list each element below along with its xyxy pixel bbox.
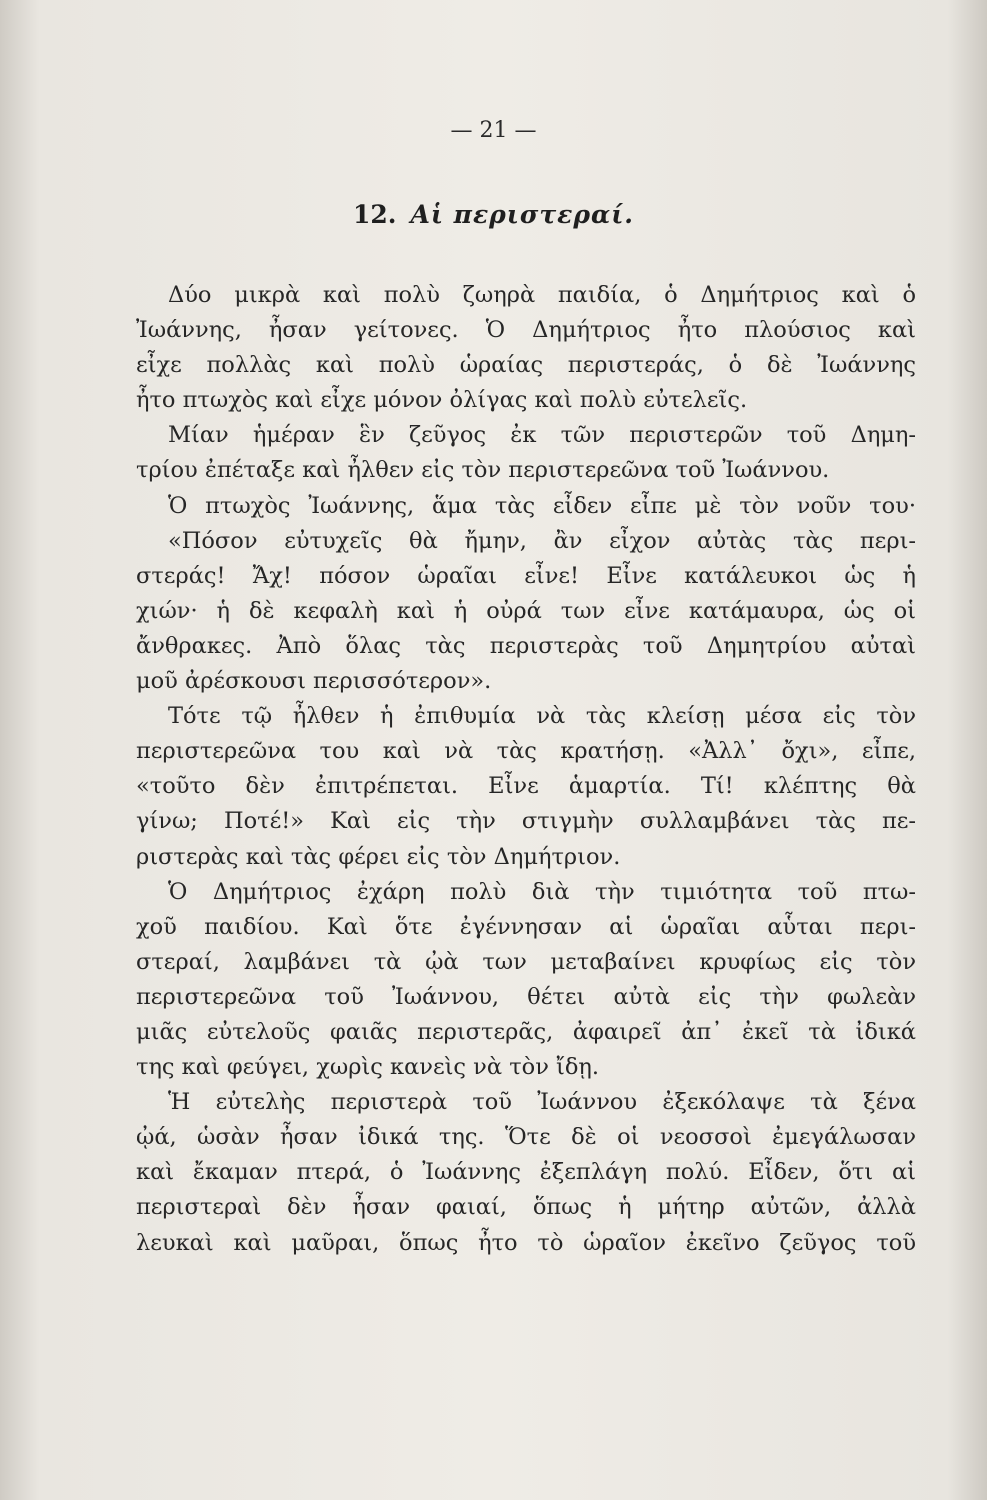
text-line: Ἰωάννης, ἦσαν γείτονες. Ὁ Δημήτριος ἦτο πλούσιος καὶ: [136, 317, 916, 344]
text-line: στεραί, λαμβάνει τὰ ᾠὰ των μεταβαίνει κρυφίως εἰς τὸν: [136, 948, 916, 975]
text-line: μοῦ ἀρέσκουσι περισσότερον».: [136, 668, 492, 695]
text-line: ἦτο πτωχὸς καὶ εἶχε μόνον ὀλίγας καὶ πολὺ εὐτελεῖς.: [136, 387, 748, 414]
text-line: ἄνθρακες. Ἀπὸ ὅλας τὰς περιστερὰς τοῦ Δημητρίου αὐταὶ: [136, 632, 916, 659]
body-text: [136, 278, 916, 1261]
text-line: «τοῦτο δὲν ἐπιτρέπεται. Εἶνε ἁμαρτία. Τί! κλέπτης θὰ: [136, 773, 916, 800]
text-line: ᾠά, ὡσὰν ἦσαν ἰδικά της. Ὅτε δὲ οἱ νεοσσοὶ ἐμεγάλωσαν: [136, 1124, 916, 1151]
text-line: Δύο μικρὰ καὶ πολὺ ζωηρὰ παιδία, ὁ Δημήτριος καὶ ὁ: [168, 282, 916, 308]
text-line: της καὶ φεύγει, χωρὶς κανεὶς νὰ τὸν ἴδῃ.: [136, 1054, 600, 1081]
text-line: Ὁ πτωχὸς Ἰωάννης, ἅμα τὰς εἶδεν εἶπε μὲ τὸν νοῦν του·: [168, 492, 916, 519]
text-line: «Πόσον εὐτυχεῖς θὰ ἤμην, ἂν εἶχον αὐτὰς τὰς περι-: [168, 527, 916, 554]
text-line: μιᾶς εὐτελοῦς φαιᾶς περιστερᾶς, ἀφαιρεῖ ἀπ᾽ ἐκεῖ τὰ ἰδικά: [136, 1018, 916, 1045]
text-line: λευκαὶ καὶ μαῦραι, ὅπως ἦτο τὸ ὡραῖον ἐκεῖνο ζεῦγος τοῦ: [136, 1229, 916, 1256]
text-line: περιστεραὶ δὲν ἦσαν φαιαί, ὅπως ἡ μήτηρ αὐτῶν, ἀλλὰ: [136, 1194, 916, 1221]
text-line: στεράς! Ἄχ! πόσον ὡραῖαι εἶνε! Εἶνε κατάλευκοι ὡς ἡ: [136, 562, 916, 589]
text-line: χοῦ παιδίου. Καὶ ὅτε ἐγέννησαν αἱ ὡραῖαι αὗται περι-: [136, 913, 916, 940]
text-line: Τότε τῷ ἦλθεν ἡ ἐπιθυμία νὰ τὰς κλείσῃ μέσα εἰς τὸν: [168, 703, 916, 730]
chapter-title: Αἱ περιστεραί.: [410, 200, 635, 229]
text-line: Ὁ Δημήτριος ἐχάρη πολὺ διὰ τὴν τιμιότητα τοῦ πτω-: [168, 878, 916, 905]
text-line: καὶ ἔκαμαν πτερά, ὁ Ἰωάννης ἐξεπλάγη πολύ. Εἶδεν, ὅτι αἱ: [136, 1159, 916, 1186]
text-line: Ἡ εὐτελὴς περιστερὰ τοῦ Ἰωάννου ἐξεκόλαψε τὰ ξένα: [168, 1089, 916, 1116]
chapter-heading: [0, 200, 987, 229]
text-line: γίνω; Ποτέ!» Καὶ εἰς τὴν στιγμὴν συλλαμβάνει τὰς πε-: [136, 808, 916, 835]
text-line: περιστερεῶνα τοῦ Ἰωάννου, θέτει αὐτὰ εἰς τὴν φωλεὰν: [136, 983, 916, 1010]
chapter-number: 12.: [352, 200, 397, 229]
text-line: χιών· ἡ δὲ κεφαλὴ καὶ ἡ οὐρά των εἶνε κατάμαυρα, ὡς οἱ: [136, 597, 916, 624]
page-number: — 21 —: [450, 118, 537, 143]
text-line: περιστερεῶνα του καὶ νὰ τὰς κρατήσῃ. «Ἀλλ᾽ ὄχι», εἶπε,: [136, 738, 916, 765]
text-line: τρίου ἐπέταξε καὶ ἦλθεν εἰς τὸν περιστερεῶνα τοῦ Ἰωάννου.: [136, 457, 830, 484]
text-line: Μίαν ἡμέραν ἓν ζεῦγος ἐκ τῶν περιστερῶν τοῦ Δημη-: [168, 422, 916, 449]
text-line: ριστερὰς καὶ τὰς φέρει εἰς τὸν Δημήτριον.: [136, 843, 621, 870]
text-line: εἶχε πολλὰς καὶ πολὺ ὡραίας περιστεράς, ὁ δὲ Ἰωάννης: [136, 352, 916, 379]
